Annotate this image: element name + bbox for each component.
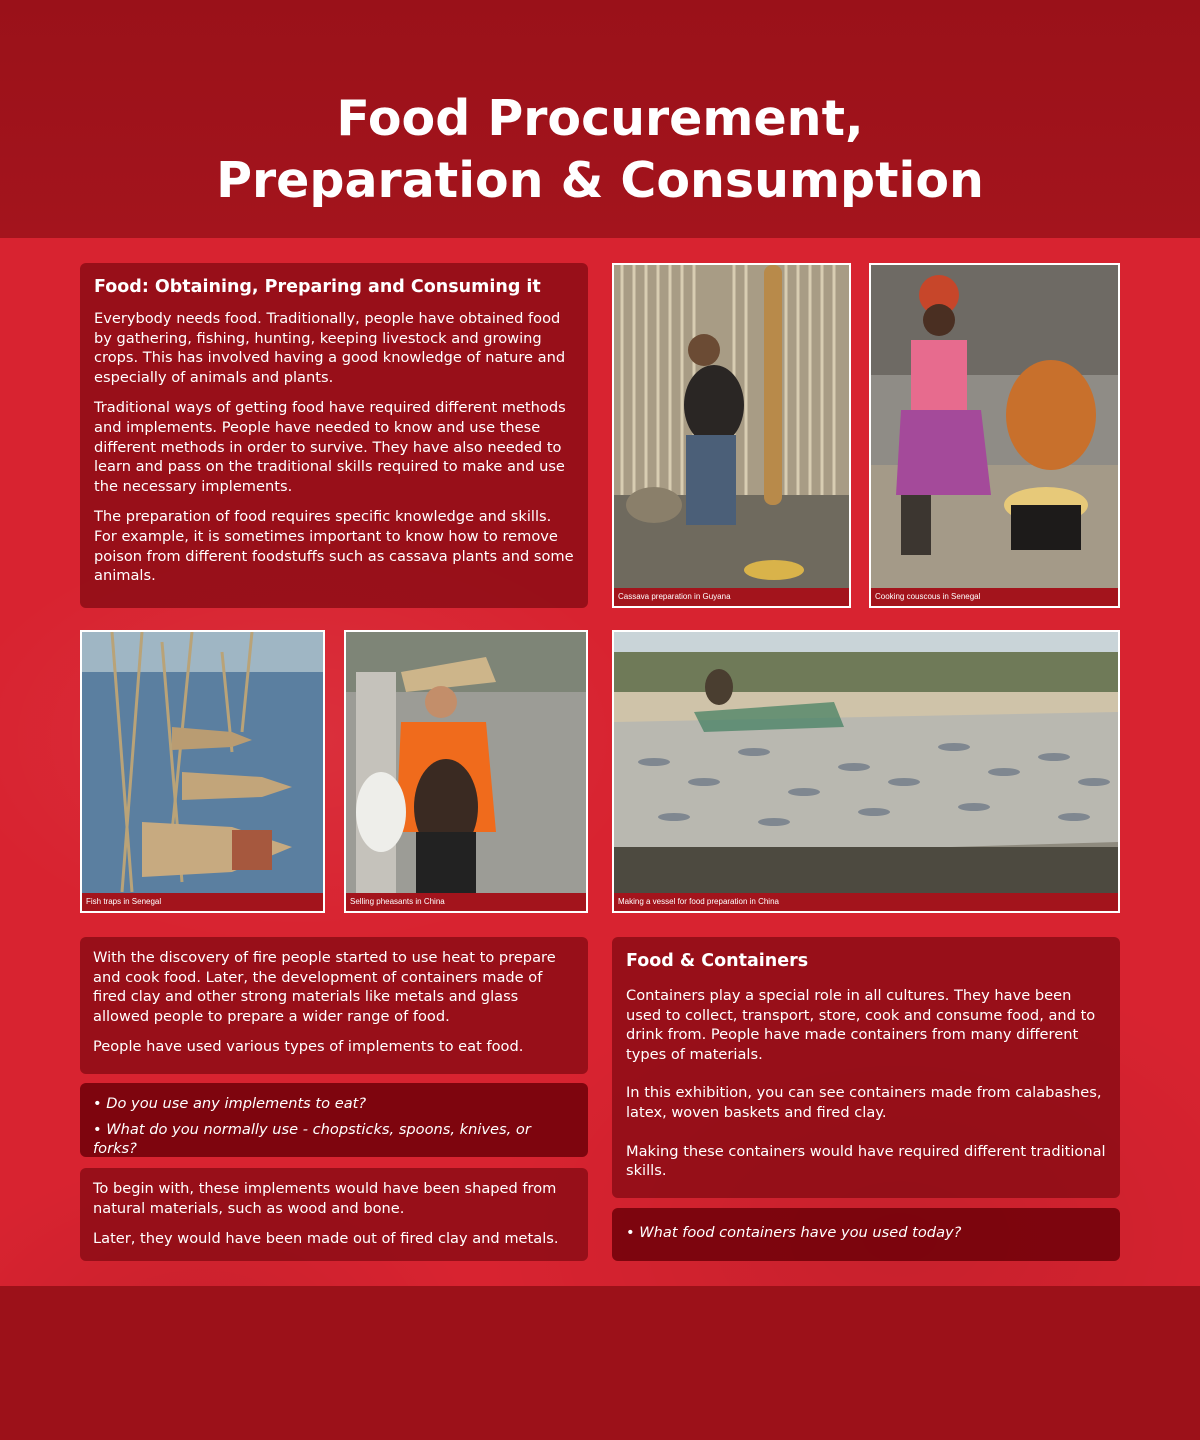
photo-couscous-senegal: [869, 263, 1120, 608]
implements-paragraph-1: To begin with, these implements would have been shaped from natural materials, such as wood and bone.: [93, 1180, 557, 1217]
containers-paragraph-3: Making these containers would have required different traditional skills.: [626, 1142, 1106, 1180]
photo-cassava-image: [614, 265, 849, 588]
food-containers-heading: Food & Containers: [626, 951, 809, 971]
photo-fish-traps-caption: Fish traps in Senegal: [82, 893, 323, 911]
photo-pheasants-china: [344, 630, 588, 913]
photo-couscous-caption: Cooking couscous in Senegal: [871, 588, 1118, 606]
implements-materials-panel: [80, 1168, 588, 1261]
photo-fish-traps-image: [82, 632, 323, 893]
food-obtaining-paragraph-3: The preparation of food requires specific knowledge and skills. For example, it is sometimes important to know how to remove poison from different foodstuffs such as cassava plants and some animals.: [94, 508, 574, 585]
containers-paragraph-1: Containers play a special role in all cultures. They have been used to collect, transport, store, cook and consume food, and to drink from. People have made containers from many different types of materials.: [626, 987, 1096, 1063]
photo-couscous-image: [871, 265, 1118, 588]
fire-paragraph-2: People have used various types of implements to eat food.: [93, 1038, 524, 1056]
question-containers-today: • What food containers have you used today?: [626, 1224, 962, 1241]
fire-paragraph-1: With the discovery of fire people started to use heat to prepare and cook food. Later, the development of containers made of fired clay and other strong materials like metals and glass allowed people to prepare a wider range of food.: [93, 949, 556, 1025]
containers-paragraph-2: In this exhibition, you can see containers made from calabashes, latex, woven baskets and fired clay.: [626, 1084, 1102, 1121]
food-obtaining-panel: [80, 263, 588, 608]
question-normally-use: • What do you normally use - chopsticks, spoons, knives, or forks?: [93, 1120, 531, 1158]
photo-fish-traps-senegal: [80, 630, 325, 913]
page-title: [0, 88, 1200, 212]
photo-pheasants-image: [346, 632, 586, 893]
food-containers-panel: [612, 937, 1120, 1198]
implements-questions-panel: [80, 1083, 588, 1157]
food-obtaining-heading: Food: Obtaining, Preparing and Consuming it: [94, 277, 541, 297]
food-obtaining-paragraph-2: Traditional ways of getting food have required different methods and implements. People have needed to know and use these different methods in order to survive. They have also needed to learn and pass on the traditional skills required to make and use the necessary implements.: [94, 399, 566, 495]
photo-vessel-caption: Making a vessel for food preparation in China: [614, 893, 1118, 911]
photo-cassava-caption: Cassava preparation in Guyana: [614, 588, 849, 606]
question-implements-use: • Do you use any implements to eat?: [93, 1095, 367, 1112]
fire-heat-panel: [80, 937, 588, 1074]
containers-question-panel: [612, 1208, 1120, 1261]
title-line-1: Food Procurement,: [336, 90, 864, 147]
photo-pheasants-caption: Selling pheasants in China: [346, 893, 586, 911]
title-line-2: Preparation & Consumption: [216, 152, 984, 209]
food-obtaining-paragraph-1: Everybody needs food. Traditionally, people have obtained food by gathering, fishing, hunting, keeping livestock and growing crops. This has involved having a good knowledge of nature and especially of animals and plants.: [94, 310, 566, 386]
photo-vessel-image: [614, 632, 1118, 893]
photo-vessel-china: [612, 630, 1120, 913]
implements-paragraph-2: Later, they would have been made out of fired clay and metals.: [93, 1230, 559, 1248]
photo-cassava-guyana: [612, 263, 851, 608]
footer-band: [0, 1286, 1200, 1440]
